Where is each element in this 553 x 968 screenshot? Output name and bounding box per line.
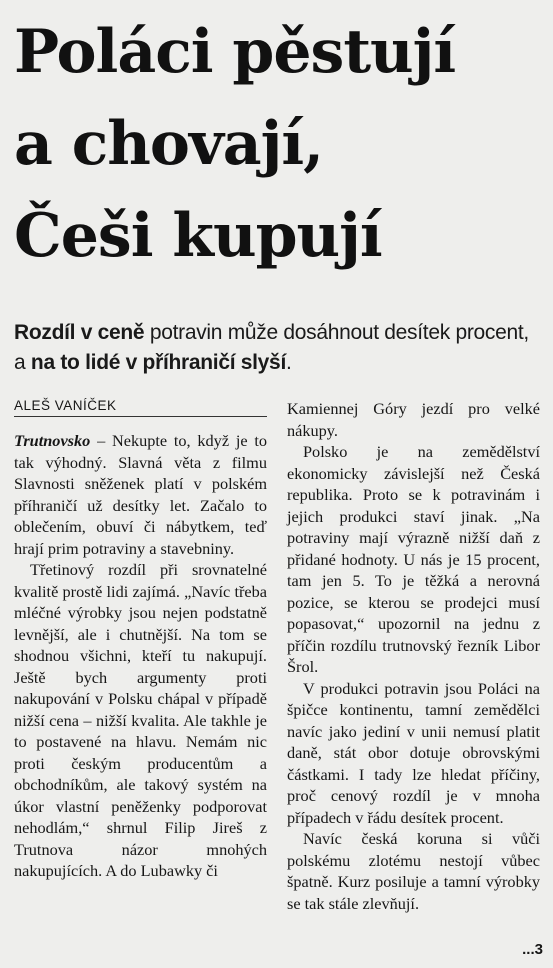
headline-line-1: Poláci pěstují <box>14 17 456 87</box>
dateline: Trutnovsko <box>14 431 91 450</box>
article-paragraph: Kamiennej Góry jezdí pro velké nákupy. <box>287 399 540 440</box>
lead-bold-2: na to lidé v příhraničí slyší <box>30 351 286 374</box>
lead-text-1: potravin může dosáhnout desítek procent, a <box>14 321 529 374</box>
article-paragraph: Třetinový rozdíl při srovnatelné kvalitě prostě lidi zajímá. „Navíc třeba mléčné výrobky jsou nejen podstatně levnější, ale i chutnější. Na tom se shodnou všichni, kteří tu nakupují. Ještě bych argumenty proti nakupování v Polsku chápal v případě nižší cena – nižší kvalita. Ale takhle je to postavené na hlavu. Nemám nic proti českým producentům a obchodníkům, ale takový systém na úkor vlastní peněženky podporovat nehodlám,“ shrnul Filip Jireš z Trutnova názor mnohých nakupujících. A do Lubawky či <box>14 560 267 880</box>
continuation-marker: ...3 <box>522 941 543 958</box>
lead-bold-1: Rozdíl v ceně <box>14 321 145 344</box>
article-column-right <box>287 398 540 914</box>
article-paragraph <box>14 430 267 559</box>
author-byline: ALEŠ VANÍČEK <box>14 398 267 417</box>
headline-line-3: Češi kupují <box>14 201 382 271</box>
paragraph-text: – Nekupte to, když je to tak výhodný. Slavná věta z filmu Slavnosti sněženek platí v polském příhraničí už desítky let. Začalo to oblečením, obuví či nábytkem, teď hrají prim potraviny a stavebniny. <box>14 431 267 558</box>
article-paragraph: Navíc česká koruna si vůči polskému zlotému nestojí vůbec špatně. Kurz posiluje a tamní výrobky se tak stále zlevňují. <box>287 829 540 913</box>
article-paragraph: Polsko je na zemědělství ekonomicky závislejší než Česká republika. Proto se k potravinám i jejich produkci staví jinak. „Na potraviny mají výrazně nižší daň z přidané hodnoty. U nás je 15 procent, tam jen 5. To je těžká a nerovná pozice, se kterou se prodejci musí popasovat,“ upozornil na jednu z příčin rozdílu trutnovský řezník Libor Šrol. <box>287 442 540 676</box>
headline <box>14 6 544 282</box>
lead-paragraph <box>14 318 544 378</box>
headline-line-2: a chovají, <box>14 109 324 179</box>
article-paragraph: V produkci potravin jsou Poláci na špičce kontinentu, tamní zemědělci navíc jako jediní v unii nemusí platit daně, stát obor dotuje obrovskými částkami. I tady lze hledat příčiny, proč cenový rozdíl je v mnoha případech v řádu desítek procent. <box>287 678 540 827</box>
lead-text-2: . <box>285 351 292 374</box>
article-column-left <box>14 430 267 882</box>
